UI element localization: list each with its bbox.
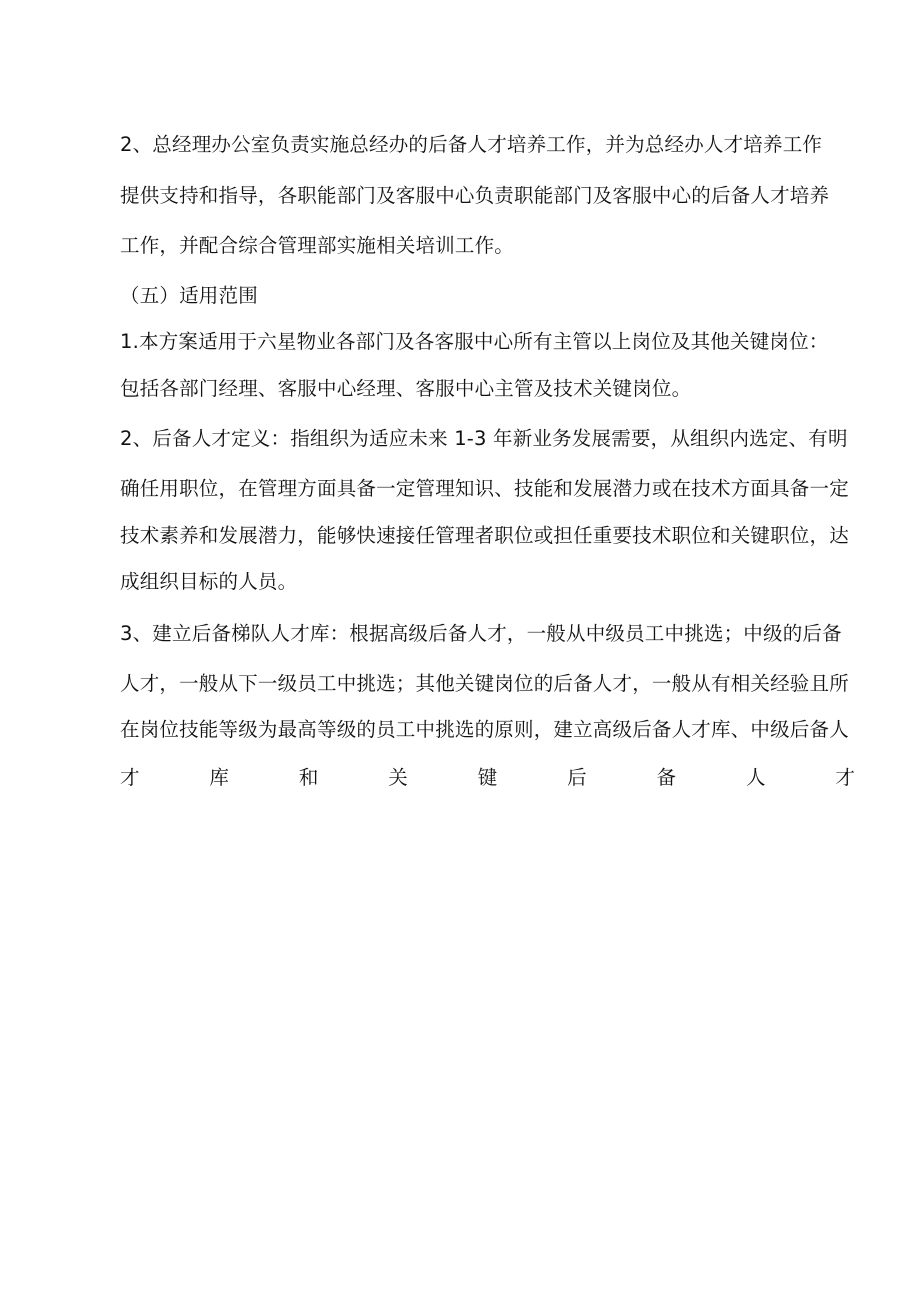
justified-char: 库 bbox=[209, 766, 229, 789]
section-heading: （五）适用范围 bbox=[120, 284, 258, 307]
justified-char: 才 bbox=[835, 766, 855, 789]
paragraph-line: 在岗位技能等级为最高等级的员工中挑选的原则，建立高级后备人才库、中级后备人 bbox=[120, 718, 849, 741]
paragraph-line: 2、后备人才定义：指组织为适应未来 1-3 年新业务发展需要，从组织内选定、有明 bbox=[120, 427, 848, 450]
paragraph-line: 提供支持和指导，各职能部门及客服中心负责职能部门及客服中心的后备人才培养 bbox=[120, 184, 830, 207]
justified-char: 才 bbox=[120, 766, 140, 789]
paragraph-line: 人才，一般从下一级员工中挑选；其他关键岗位的后备人才，一般从有相关经验且所 bbox=[120, 672, 849, 695]
justified-char: 人 bbox=[745, 766, 766, 789]
paragraph-line: 确任用职位，在管理方面具备一定管理知识、技能和发展潜力或在技术方面具备一定 bbox=[120, 477, 849, 500]
paragraph-line: 包括各部门经理、客服中心经理、客服中心主管及技术关键岗位。 bbox=[120, 377, 692, 400]
paragraph-line: 成组织目标的人员。 bbox=[120, 570, 298, 593]
paragraph-line: 技术素养和发展潜力，能够快速接任管理者职位或担任重要技术职位和关键职位，达 bbox=[120, 524, 849, 547]
justified-char: 备 bbox=[656, 766, 677, 789]
paragraph-line: 3、建立后备梯队人才库：根据高级后备人才，一般从中级员工中挑选；中级的后备 bbox=[120, 622, 842, 645]
justified-char: 关 bbox=[388, 766, 408, 789]
justified-char: 后 bbox=[567, 766, 587, 789]
justified-last-line bbox=[120, 764, 855, 792]
paragraph-line: 2、总经理办公室负责实施总经办的后备人才培养工作，并为总经办人才培养工作 bbox=[120, 133, 823, 156]
justified-char: 键 bbox=[477, 766, 498, 789]
paragraph-line: 1.本方案适用于六星物业各部门及各客服中心所有主管以上岗位及其他关键岗位： bbox=[120, 330, 829, 353]
justified-char: 和 bbox=[298, 766, 319, 789]
paragraph-line: 工作，并配合综合管理部实施相关培训工作。 bbox=[120, 234, 515, 257]
